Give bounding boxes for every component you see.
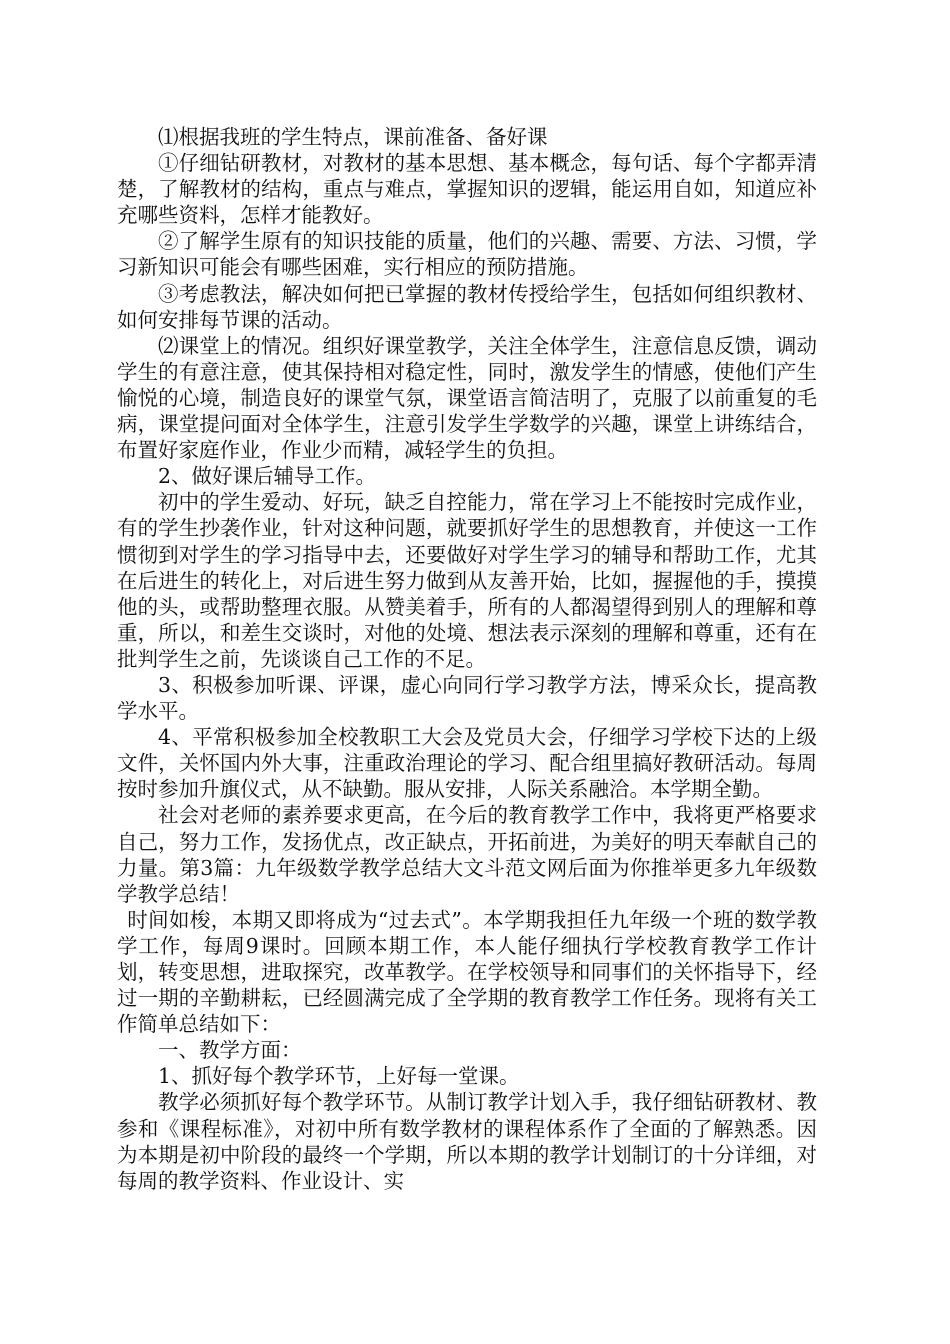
paragraph-7: 初中的学生爱动、好玩，缺乏自控能力，常在学习上不能按时完成作业，有的学生抄袭作业，针对这种问题，就要抓好学生的思想教育，并使这一工作惯彻到对学生的学习指导中去，还要做好对学生学习的辅导和帮助工作，尤其在后进生的转化上，对后进生努力做到从友善开始，比如，握握他的手，摸摸他的头，或帮助整理衣服。从赞美着手，所有的人都渴望得到别人的理解和尊重，所以，和差生交谈时，对他的处境、想法表示深刻的理解和尊重，还有在批判学生之前，先谈谈自己工作的不足。 [117,490,817,671]
paragraph-11: 时间如梭，本期又即将成为“过去式”。本学期我担任九年级一个班的数学教学工作，每周9课时。回顾本期工作，本人能仔细执行学校教育教学工作计划，转变思想，进取探究，改革教学。在学校领导和同事们的关怀指导下，经过一期的辛勤耕耘，已经圆满完成了全学期的教育教学工作任务。现将有关工作简单总结如下： [117,907,817,1037]
document-body [117,124,817,1194]
paragraph-10: 社会对老师的素养要求更高，在今后的教育教学工作中，我将更严格要求自己，努力工作，发扬优点，改正缺点，开拓前进，为美好的明天奉献自己的力量。第3篇：九年级数学教学总结大文斗范文网后面为你推举更多九年级数学教学总结！ [117,803,817,906]
paragraph-1: ⑴根据我班的学生特点，课前准备、备好课 [158,125,548,149]
paragraph-3: ②了解学生原有的知识技能的质量，他们的兴趣、需要、方法、习惯，学习新知识可能会有哪些困难，实行相应的预防措施。 [117,229,817,280]
paragraph-12: 一、教学方面： [158,1038,302,1063]
paragraph-13: 1、抓好每个教学环节，上好每一堂课。 [158,1064,520,1089]
paragraph-2: ①仔细钻研教材，对教材的基本思想、基本概念，每句话、每个字都弄清楚，了解教材的结构，重点与难点，掌握知识的逻辑，能运用自如，知道应补充哪些资料，怎样才能教好。 [117,151,817,228]
paragraph-6: 2、做好课后辅导工作。 [158,464,377,489]
paragraph-8: 3、积极参加听课、评课，虚心向同行学习教学方法，博采众长，提高教学水平。 [117,672,817,724]
paragraph-14: 教学必须抓好每个教学环节。从制订教学计划入手，我仔细钻研教材、教参和《课程标准》，对初中所有数学教材的课程体系作了全面的了解熟悉。因为本期是初中阶段的最终一个学期，所以本期的教学计划制订的十分详细，对每周的教学资料、作业设计、实 [117,1090,817,1193]
paragraph-9: 4、平常积极参加全校教职工大会及党员大会，仔细学习学校下达的上级文件，关怀国内外大事，注重政治理论的学习、配合组里搞好教研活动。每周按时参加升旗仪式，从不缺勤。服从安排，人际关系融洽。本学期全勤。 [117,725,817,802]
paragraph-5: ⑵课堂上的情况。组织好课堂教学，关注全体学生，注意信息反馈，调动学生的有意注意，使其保持相对稳定性，同时，激发学生的情感，使他们产生愉悦的心境，制造良好的课堂气氛，课堂语言简洁明了，克服了以前重复的毛病，课堂提问面对全体学生，注意引发学生学数学的兴趣，课堂上讲练结合，布置好家庭作业，作业少而精，减轻学生的负担。 [117,333,817,463]
paragraph-4: ③考虑教法，解决如何把已掌握的教材传授给学生，包括如何组织教材、如何安排每节课的活动。 [117,281,817,332]
